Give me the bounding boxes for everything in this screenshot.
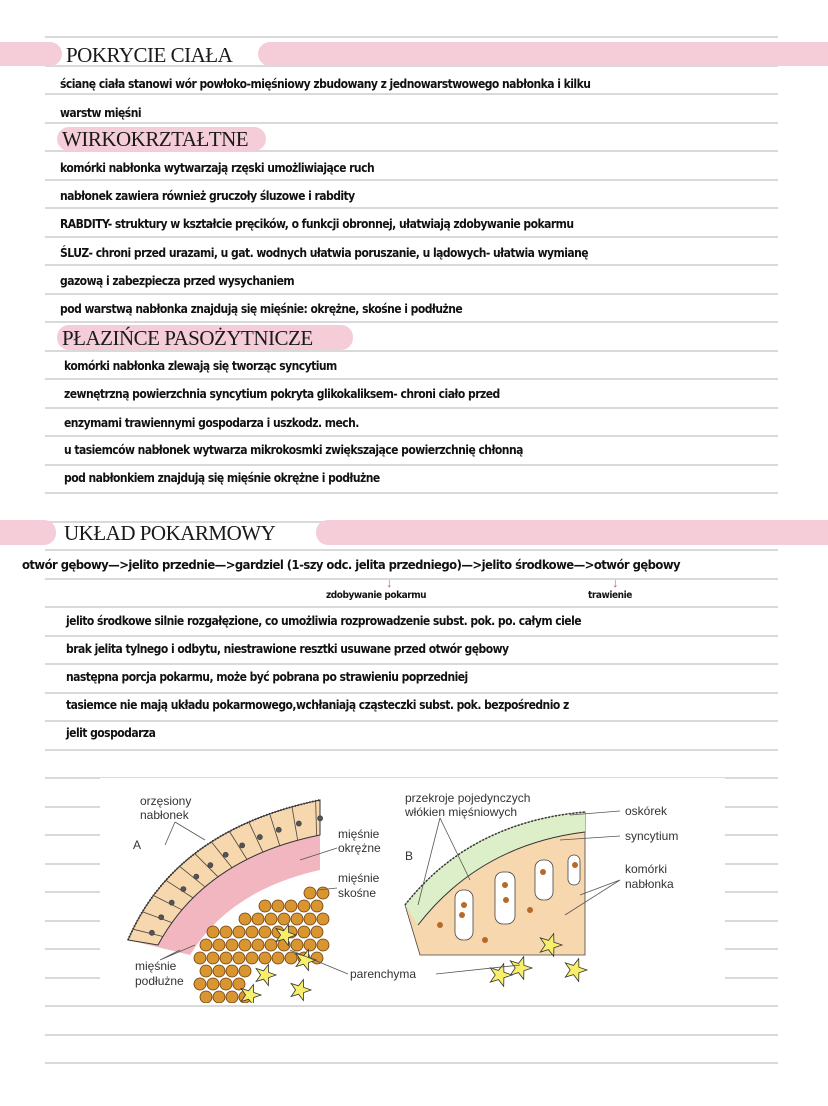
muscle-cell xyxy=(246,926,258,938)
muscle-cell xyxy=(285,952,297,964)
parenchyma-cell xyxy=(565,959,587,982)
muscle-cell xyxy=(317,939,329,951)
muscle-cell xyxy=(285,900,297,912)
panel-a-letter: A xyxy=(133,838,142,852)
muscle-cell xyxy=(207,926,219,938)
muscle-cell xyxy=(304,939,316,951)
label-oskorek: oskórek xyxy=(625,804,668,818)
muscle-cell xyxy=(317,913,329,925)
label-przekroje-1: przekroje pojedynczych xyxy=(405,791,531,805)
ruled-line xyxy=(45,179,778,181)
note-line: u tasiemców nabłonek wytwarza mikrokosmki zwiększające powierzchnię chłonną xyxy=(64,443,523,457)
muscle-cell xyxy=(194,952,206,964)
highlight-band xyxy=(0,520,56,545)
note-line: brak jelita tylnego i odbytu, niestrawione resztki usuwane przed otwór gębowy xyxy=(66,642,509,656)
note-line: zewnętrzną powierzchnia syncytium pokryta glikokaliksem- chroni ciało przed xyxy=(64,387,500,401)
muscle-cell xyxy=(311,900,323,912)
muscle-cell xyxy=(239,965,251,977)
muscle-cell xyxy=(311,952,323,964)
ruled-line xyxy=(45,749,778,751)
muscle-cell xyxy=(239,913,251,925)
label-komorki: komórki xyxy=(625,862,668,876)
muscle-cell xyxy=(259,926,271,938)
muscle-cell xyxy=(291,913,303,925)
note-line: gazową i zabezpiecza przed wysychaniem xyxy=(60,274,295,288)
muscle-cell xyxy=(278,913,290,925)
muscle-cell xyxy=(291,939,303,951)
label-miesnie-podluzne-2: podłużne xyxy=(135,974,184,988)
ruled-line xyxy=(45,36,778,38)
note-line: pod nabłonkiem znajdują się mięśnie okrężne i podłużne xyxy=(64,471,380,485)
muscle-cell xyxy=(298,926,310,938)
label-przekroje-2: włókien mięśniowych xyxy=(405,805,518,819)
note-line: jelito środkowe silnie rozgałęzione, co umożliwia rozprowadzenie subst. pok. po. całym ciele xyxy=(66,614,582,628)
muscle-cell xyxy=(304,887,316,899)
muscle-cell xyxy=(226,939,238,951)
note-line: ścianę ciała stanowi wór powłoko-mięśniowy zbudowany z jednowarstwowego nabłonka i kilku xyxy=(60,77,591,91)
muscle-cell xyxy=(233,926,245,938)
note-line: warstw mięśni xyxy=(60,106,141,120)
section-heading-wirkokrztaltne: WIRKOKRZTAŁTNE xyxy=(62,127,249,151)
annotation-zdobywanie: zdobywanie pokarmu xyxy=(326,590,427,601)
ruled-line xyxy=(45,236,778,238)
body-wall-illustration xyxy=(100,778,725,1003)
ruled-line xyxy=(45,435,778,437)
muscle-cell xyxy=(200,939,212,951)
ruled-line xyxy=(45,578,778,580)
muscle-cell xyxy=(194,978,206,990)
parenchyma-cell xyxy=(291,980,311,1001)
panel-b-letter: B xyxy=(405,849,414,863)
label-parenchyma: parenchyma xyxy=(350,967,417,981)
muscle-cell xyxy=(252,913,264,925)
label-nablonek: nabłonek xyxy=(140,808,189,822)
ruled-line xyxy=(45,1062,778,1064)
muscle-cell xyxy=(298,900,310,912)
ruled-line xyxy=(45,207,778,209)
ruled-line xyxy=(45,464,778,466)
ruled-line xyxy=(45,93,778,95)
muscle-cell xyxy=(304,913,316,925)
label-miesnie-okrezne-2: okrężne xyxy=(338,841,381,855)
parenchyma-cell xyxy=(256,965,276,986)
ruled-line xyxy=(45,720,778,722)
annotation-trawienie: trawienie xyxy=(588,590,632,601)
label-nablonka: nabłonka xyxy=(625,877,674,891)
ruled-line xyxy=(45,1034,778,1036)
panel-b xyxy=(405,812,587,986)
note-line: RABDITY- struktury w kształcie pręcików, o funkcji obronnej, ułatwiają zdobywanie pokarmu xyxy=(60,217,574,231)
label-miesnie-podluzne-1: mięśnie xyxy=(135,959,177,973)
muscle-cell xyxy=(220,978,232,990)
parenchyma-cell xyxy=(510,957,532,980)
highlight-band xyxy=(0,42,62,66)
digestive-flow: otwór gębowy—>jelito przednie—>gardziel (1-szy odc. jelita przedniego)—>jelito środkowe—>otwór gębowy xyxy=(22,557,681,572)
muscle-cell xyxy=(207,978,219,990)
muscle-cell xyxy=(220,926,232,938)
ruled-line xyxy=(45,492,778,494)
muscle-cell xyxy=(233,952,245,964)
muscle-cell xyxy=(239,939,251,951)
muscle-cell xyxy=(200,965,212,977)
ruled-line xyxy=(45,293,778,295)
section-heading-pokrycie: POKRYCIE CIAŁA xyxy=(66,43,233,67)
note-line: nabłonek zawiera również gruczoły śluzowe i rabdity xyxy=(60,189,355,203)
muscle-cell xyxy=(265,939,277,951)
ruled-line xyxy=(45,692,778,694)
section-heading-uklad: UKŁAD POKARMOWY xyxy=(64,521,276,545)
muscle-cell xyxy=(226,965,238,977)
ruled-line xyxy=(45,606,778,608)
ruled-line xyxy=(45,264,778,266)
muscle-cell xyxy=(259,952,271,964)
note-line: komórki nabłonka zlewają się tworząc syncytium xyxy=(64,359,337,373)
muscle-cell xyxy=(213,991,225,1003)
label-syncytium: syncytium xyxy=(625,829,679,843)
ruled-line xyxy=(45,378,778,380)
muscle-cell xyxy=(311,926,323,938)
note-line: jelit gospodarza xyxy=(66,726,156,740)
label-orzesiony: orzęsiony xyxy=(140,794,192,808)
ruled-line xyxy=(45,1005,778,1007)
muscle-cell xyxy=(220,952,232,964)
muscle-cell xyxy=(207,952,219,964)
note-line: pod warstwą nabłonka znajdują się mięśnie: okrężne, skośne i podłużne xyxy=(60,302,463,316)
note-line: tasiemce nie mają układu pokarmowego,wchłaniają cząsteczki subst. pok. bezpośrednio z xyxy=(66,698,569,712)
label-miesnie-okrezne-1: mięśnie xyxy=(338,827,380,841)
muscle-cell xyxy=(213,939,225,951)
ruled-line xyxy=(45,549,778,551)
label-miesnie-skosne-2: skośne xyxy=(338,886,377,900)
muscle-cell xyxy=(265,913,277,925)
ruled-line xyxy=(45,635,778,637)
section-heading-plazince: PŁAZIŃCE PASOŻYTNICZE xyxy=(62,326,313,350)
arrow-down-icon: ↓ xyxy=(386,575,393,590)
muscle-cell xyxy=(233,978,245,990)
body-wall-diagram xyxy=(100,778,725,1003)
muscle-cell xyxy=(246,952,258,964)
muscle-cell xyxy=(259,900,271,912)
label-miesnie-skosne-1: mięśnie xyxy=(338,871,380,885)
highlight-band xyxy=(316,520,828,545)
ruled-line xyxy=(45,407,778,409)
note-line: komórki nabłonka wytwarzają rzęski umożliwiające ruch xyxy=(60,161,375,175)
note-line: ŚLUZ- chroni przed urazami, u gat. wodnych ułatwia poruszanie, u lądowych- ułatwia wymianę xyxy=(60,246,589,260)
muscle-cell xyxy=(226,991,238,1003)
muscle-cell xyxy=(272,952,284,964)
muscle-cell xyxy=(200,991,212,1003)
muscle-cell xyxy=(272,900,284,912)
ruled-line xyxy=(45,663,778,665)
highlight-band xyxy=(258,42,828,66)
note-line: enzymami trawiennymi gospodarza i uszkodz. mech. xyxy=(64,416,359,430)
note-line: następna porcja pokarmu, może być pobrana po strawieniu poprzedniej xyxy=(66,670,468,684)
muscle-cell xyxy=(213,965,225,977)
ruled-line xyxy=(45,321,778,323)
muscle-cell xyxy=(252,939,264,951)
arrow-down-icon: ↓ xyxy=(612,575,619,590)
ruled-line xyxy=(45,122,778,124)
